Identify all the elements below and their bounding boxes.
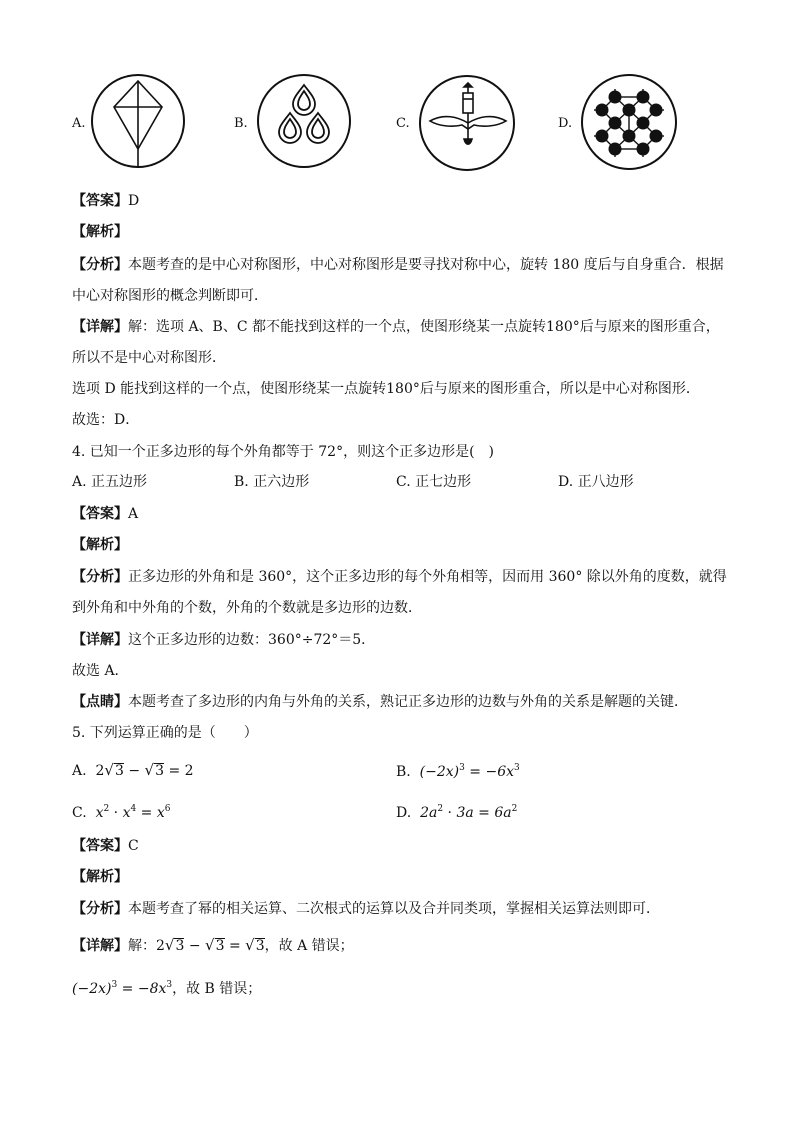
fenxi-text: 本题考查的是中心对称图形，中心对称图形是要寻找对称中心，旋转 180 度后与自身重合．根据 [128, 257, 724, 273]
minus: − [123, 763, 145, 779]
q3-detail-l4: 故选：D． [72, 412, 140, 428]
sqrt-sign: √ [245, 936, 255, 954]
answer-value: D [128, 193, 140, 209]
coef: 2 [156, 938, 165, 954]
q5-detail-l2 [72, 975, 261, 999]
fenxi-tag: 【分析】 [72, 257, 128, 273]
ship-figure [416, 69, 520, 177]
exp: 3 [514, 763, 520, 773]
detail-tag: 【详解】 [72, 938, 128, 954]
fenxi-text: 本题考查了幂的相关运算、二次根式的运算以及合并同类项，掌握相关运算法则即可． [128, 901, 660, 917]
hexagon-dots-figure [578, 69, 682, 175]
q3-detail [72, 317, 720, 337]
q5-option-c [72, 799, 170, 823]
q5-option-a [72, 760, 194, 781]
q4-jiexi: 【解析】 [72, 537, 128, 553]
q5-option-d [396, 799, 517, 823]
exp: 6 [164, 804, 171, 814]
detail-text: 这个正多边形的边数：360°÷72°＝5． [128, 632, 376, 648]
detail-tag: 【详解】 [72, 632, 128, 648]
answer-tag: 【答案】 [72, 193, 128, 209]
base: 3a [456, 805, 474, 821]
minus: − [184, 938, 206, 954]
equals: = 2 [164, 763, 194, 779]
rhs: = 6a [473, 805, 512, 821]
lhs: (−2x) [72, 981, 112, 997]
q5-detail [72, 935, 354, 956]
dianjing-tag: 【点睛】 [72, 694, 128, 710]
base: 2a [420, 805, 438, 821]
fenxi-tag: 【分析】 [72, 901, 128, 917]
base: x [122, 805, 131, 821]
q3-detail-l3: 选项 D 能找到这样的一个点，使图形绕某一点旋转180°后与原来的图形重合，所以是中心对称图形． [72, 381, 700, 397]
exp: 2 [511, 804, 518, 814]
sqrt-sign: √ [205, 936, 215, 954]
answer-tag: 【答案】 [72, 838, 128, 854]
q4-fenxi-cont: 到外角和中外角的个数，外角的个数就是多边形的边数． [72, 600, 422, 616]
option-label: A. [72, 763, 87, 779]
q3-detail-l2: 所以不是中心对称图形． [72, 350, 226, 366]
kite-figure [90, 69, 188, 173]
exp: 3 [111, 980, 118, 990]
option-d-label: D. [558, 116, 573, 131]
q5-fenxi [72, 899, 660, 919]
q4-detail-l2: 故选 A． [72, 663, 129, 679]
option-c-label: C. [396, 116, 410, 131]
detail-text: 解：选项 A、B、C 都不能找到这样的一个点，使图形绕某一点旋转180°后与原来的图形重合， [128, 319, 720, 335]
option-label: C. [72, 805, 87, 821]
tail: ，故 A 错误； [264, 938, 354, 954]
q4-option-c: C. 正七边形 [396, 474, 472, 490]
exp: 3 [166, 980, 173, 990]
rhs: = −6x [464, 764, 515, 780]
option-label: B. [396, 764, 411, 780]
q5-stem: 5. 下列运算正确的是（ ） [72, 725, 258, 741]
q4-stem: 4. 已知一个正多边形的每个外角都等于 72°，则这个正多边形是( ) [72, 444, 494, 460]
option-b-label: B. [234, 116, 248, 131]
q4-option-a: A. 正五边形 [72, 474, 148, 490]
base: x [95, 805, 104, 821]
fenxi-tag: 【分析】 [72, 569, 128, 585]
option-label: D. [396, 805, 412, 821]
q3-fenxi [72, 255, 724, 275]
q4-answer [72, 504, 138, 524]
q4-dianjing [72, 692, 688, 712]
detail-tag: 【详解】 [72, 319, 128, 335]
q4-fenxi [72, 567, 727, 587]
radicand: 3 [114, 763, 124, 779]
detail-pre: 解： [128, 938, 156, 954]
q3-fenxi-cont: 中心对称图形的概念判断即可． [72, 288, 268, 304]
answer-value: A [128, 506, 139, 522]
answer-value: C [128, 838, 139, 854]
dianjing-text: 本题考查了多边形的内角与外角的关系，熟记正多边形的边数与外角的关系是解题的关键． [128, 694, 688, 710]
exp: 4 [130, 804, 137, 814]
q5-answer [72, 836, 139, 856]
dot: · [109, 805, 123, 821]
option-a-label: A. [72, 116, 86, 131]
sqrt-sign: √ [144, 761, 155, 779]
radicand: 3 [215, 938, 225, 954]
tail: ，故 B 错误； [172, 981, 262, 997]
droplets-figure [254, 69, 354, 173]
sqrt-sign: √ [164, 936, 175, 954]
exp: 2 [437, 804, 444, 814]
coef: 2 [95, 763, 105, 779]
q5-jiexi: 【解析】 [72, 869, 128, 885]
q4-option-b: B. 正六边形 [234, 474, 310, 490]
q4-detail [72, 630, 375, 650]
radicand: 3 [155, 763, 164, 779]
radicand: 3 [175, 938, 185, 954]
sqrt-sign: √ [104, 761, 114, 779]
q5-option-b [396, 758, 520, 782]
answer-tag: 【答案】 [72, 506, 128, 522]
exp: 3 [459, 763, 465, 773]
q3-jiexi: 【解析】 [72, 224, 128, 240]
rhs: = −8x [117, 981, 167, 997]
q4-option-d: D. 正八边形 [558, 474, 634, 490]
rhs: = x [136, 805, 165, 821]
q3-answer [72, 191, 139, 211]
dot: · [443, 805, 457, 821]
radicand: 3 [255, 938, 265, 954]
fenxi-text: 正多边形的外角和是 360°，这个正多边形的每个外角相等，因而用 360° 除以外角的度数，就得 [128, 569, 727, 585]
equals: = [224, 938, 246, 954]
lhs: (−2x) [419, 764, 460, 780]
exp: 2 [103, 804, 110, 814]
